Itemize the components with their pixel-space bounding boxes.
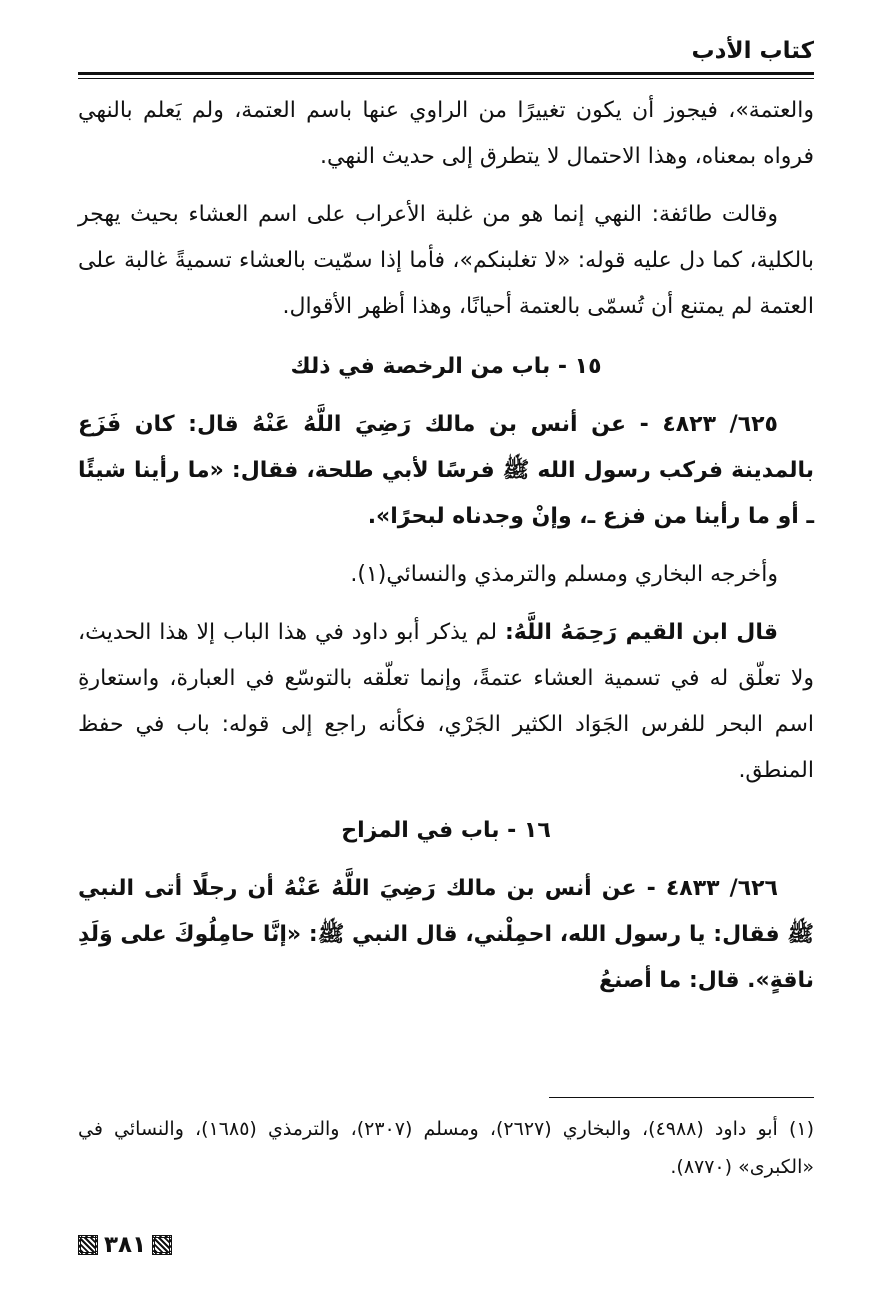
ibn-alqayyim-lead: قال ابن القيم رَحِمَهُ اللَّهُ:: [504, 620, 778, 645]
page: [78, 0, 814, 1290]
ornament-icon: [78, 1235, 98, 1255]
running-head: كتاب الأدب: [691, 38, 814, 64]
header-rule-thin: [78, 78, 814, 79]
chapter-heading-15: ١٥ - باب من الرخصة في ذلك: [290, 354, 602, 379]
paragraph-1: والعتمة»، فيجوز أن يكون تغييرًا من الراوي عنها باسم العتمة، ولم يَعلم بالنهي فرواه بمعناه، وهذا الاحتمال لا يتطرق إلى حديث النهي.: [78, 98, 814, 169]
ibn-alqayyim-text: لم يذكر أبو داود في هذا الباب إلا هذا الحديث، ولا تعلّق له في تسمية العشاء عتمةً، وإنما تعلّقه بالتوسّع في العبارة، واستعارةِ اسم البحر للفرس الجَوَاد الكثير الجَرْي، فكأنه راجع إلى قوله: باب في حفظ المنطق.: [78, 620, 814, 783]
ornament-icon: [152, 1235, 172, 1255]
paragraph-takhrij: وأخرجه البخاري ومسلم والترمذي والنسائي(١).: [350, 562, 778, 587]
main-text: [78, 88, 814, 1016]
paragraph-ibn-alqayyim: [78, 610, 814, 794]
header-rule-thick: [78, 72, 814, 75]
page-number-block: [78, 1232, 172, 1258]
footnotes: [78, 1110, 814, 1198]
chapter-heading-16: ١٦ - باب في المزاح: [341, 818, 551, 843]
paragraph-2: وقالت طائفة: النهي إنما هو من غلبة الأعراب على اسم العشاء بحيث يهجر بالكلية، كما دل عليه قوله: «لا تغلبنكم»، فأما إذا سمّيت بالعشاء تسميةً غالبة على العتمة لم يمتنع أن تُسمّى بالعتمة أحيانًا، وهذا أظهر الأقوال.: [78, 202, 814, 319]
hadith-625: ٦٢٥/ ٤٨٢٣ - عن أنس بن مالك رَضِيَ اللَّهُ عَنْهُ قال: كان فَزَع بالمدينة فركب رسول الله ﷺ فرسًا لأبي طلحة، فقال: «ما رأينا شيئًا ـ أو ما رأينا من فزع ـ، وإنْ وجدناه لبحرًا».: [78, 412, 814, 529]
footnote-rule: [549, 1097, 814, 1098]
footnote-1: (١) أبو داود (٤٩٨٨)، والبخاري (٢٦٢٧)، ومسلم (٢٣٠٧)، والترمذي (١٦٨٥)، والنسائي في «الكبرى» (٨٧٧٠).: [78, 1118, 815, 1178]
page-number: ٣٨١: [104, 1232, 147, 1258]
hadith-626: ٦٢٦/ ٤٨٣٣ - عن أنس بن مالك رَضِيَ اللَّهُ عَنْهُ أن رجلًا أتى النبي ﷺ فقال: يا رسول الله، احمِلْني، قال النبي ﷺ: «إنَّا حامِلُوكَ على وَلَدِ ناقةٍ». قال: ما أصنعُ: [78, 876, 814, 993]
